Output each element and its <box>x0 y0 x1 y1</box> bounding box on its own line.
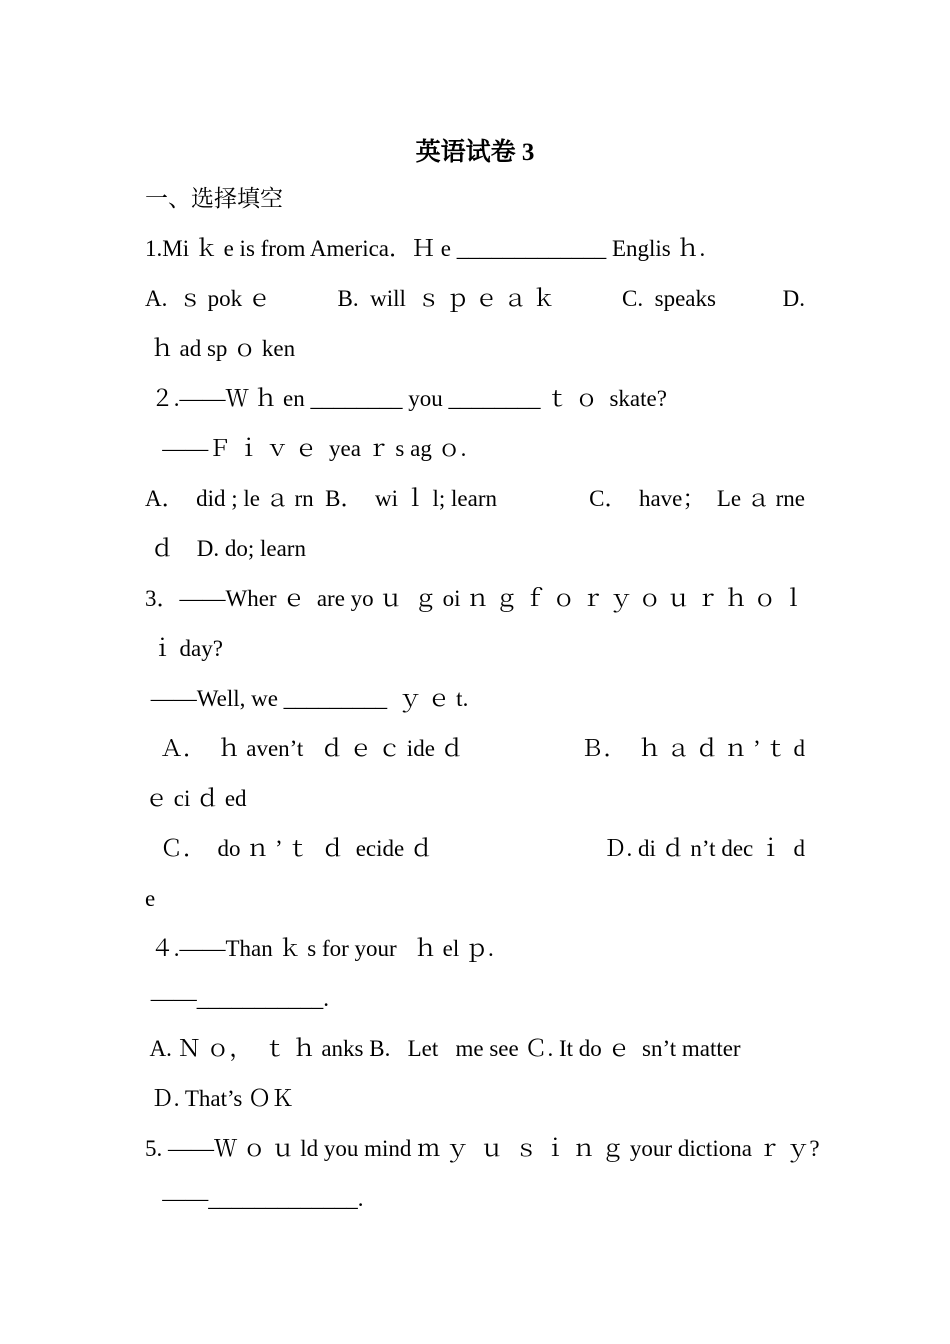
q1-option-d: D. <box>782 286 805 311</box>
q3-options-cd <box>160 834 805 864</box>
q3-option-c: Ｃ． do ｎ ’ ｔ ｄ ecide ｄ <box>160 836 433 861</box>
q3-stem <box>145 584 805 614</box>
page-title: 英语试卷 3 <box>415 139 535 166</box>
q1-options <box>145 284 805 314</box>
q2-option-c: C． have； Le ａ rne <box>589 486 805 511</box>
q5-stem: 5. ——Ｗ ｏ ｕ ld you mind ｍ ｙ ｕ ｓ ｉ ｎ ｇ your dictiona ｒ ｙ? <box>145 1136 820 1161</box>
q5-answer: ——_____________. <box>145 1186 364 1211</box>
q3-option-b: Ｂ． ｈ ａ ｄ ｎ ’ ｔ d <box>580 736 805 761</box>
q3-option-a: Ａ． ｈ aven’t ｄ ｅ ｃ ide ｄ <box>160 736 464 761</box>
q2-option-d: ｄ D. do; learn <box>145 536 306 561</box>
q3-answer: ——Well, we _________ ｙ ｅ t. <box>145 686 469 711</box>
q2-stem: ２.——Ｗ ｈ en ________ you ________ ｔ ｏ skate? <box>145 386 667 411</box>
q4-stem: ４.——Than ｋ s for your ｈ el ｐ. <box>145 936 494 961</box>
q3-stem-part3: ｙ ｏ ｕ ｒ ｈ ｏ ｌ <box>609 586 805 611</box>
q1-option-c: C. speaks <box>622 286 716 311</box>
q1-option-d-text: ｈ ad sp ｏ ken <box>145 336 296 361</box>
q1-option-b: B. will ｓ ｐ ｅ ａ ｋ <box>337 286 556 311</box>
q1-stem: 1.Mi ｋ e is from America．Ｈ e _____________ Englis ｈ. <box>145 236 706 261</box>
q2-answer: ——Ｆ ｉ ｖ ｅ yea ｒ s ag ｏ. <box>145 436 467 461</box>
q3-options-ab <box>160 734 805 764</box>
q1-option-a: A. ｓ pok ｅ <box>145 286 271 311</box>
q3-stem-cont: ｉ day? <box>145 636 223 661</box>
section-heading: 一、选择填空 <box>145 186 283 211</box>
q3-option-b-cont: ｅ ci ｄ ed <box>145 786 247 811</box>
q4-option-d: Ｄ. That’s ＯＫ <box>145 1086 295 1111</box>
q3-stem-part1: 3．——Wher ｅ are yo ｕ ｇ oi ｎ ｇ <box>145 586 519 611</box>
q3-stem-part2: ｆ ｏ ｒ <box>523 586 605 611</box>
q3-option-d-cont: e <box>145 886 156 911</box>
q2-option-ab: A． did ; le ａ rn B． wi ｌ l; learn <box>145 486 497 511</box>
q4-options: A. Ｎ ｏ， ｔ ｈ anks B. Let me see Ｃ. It do ｅ sn’t matter <box>145 1036 741 1061</box>
q2-options <box>145 484 805 514</box>
q4-answer: ——___________. <box>145 986 329 1011</box>
q3-option-d: Ｄ. di ｄ n’t dec ｉ d <box>603 836 805 861</box>
